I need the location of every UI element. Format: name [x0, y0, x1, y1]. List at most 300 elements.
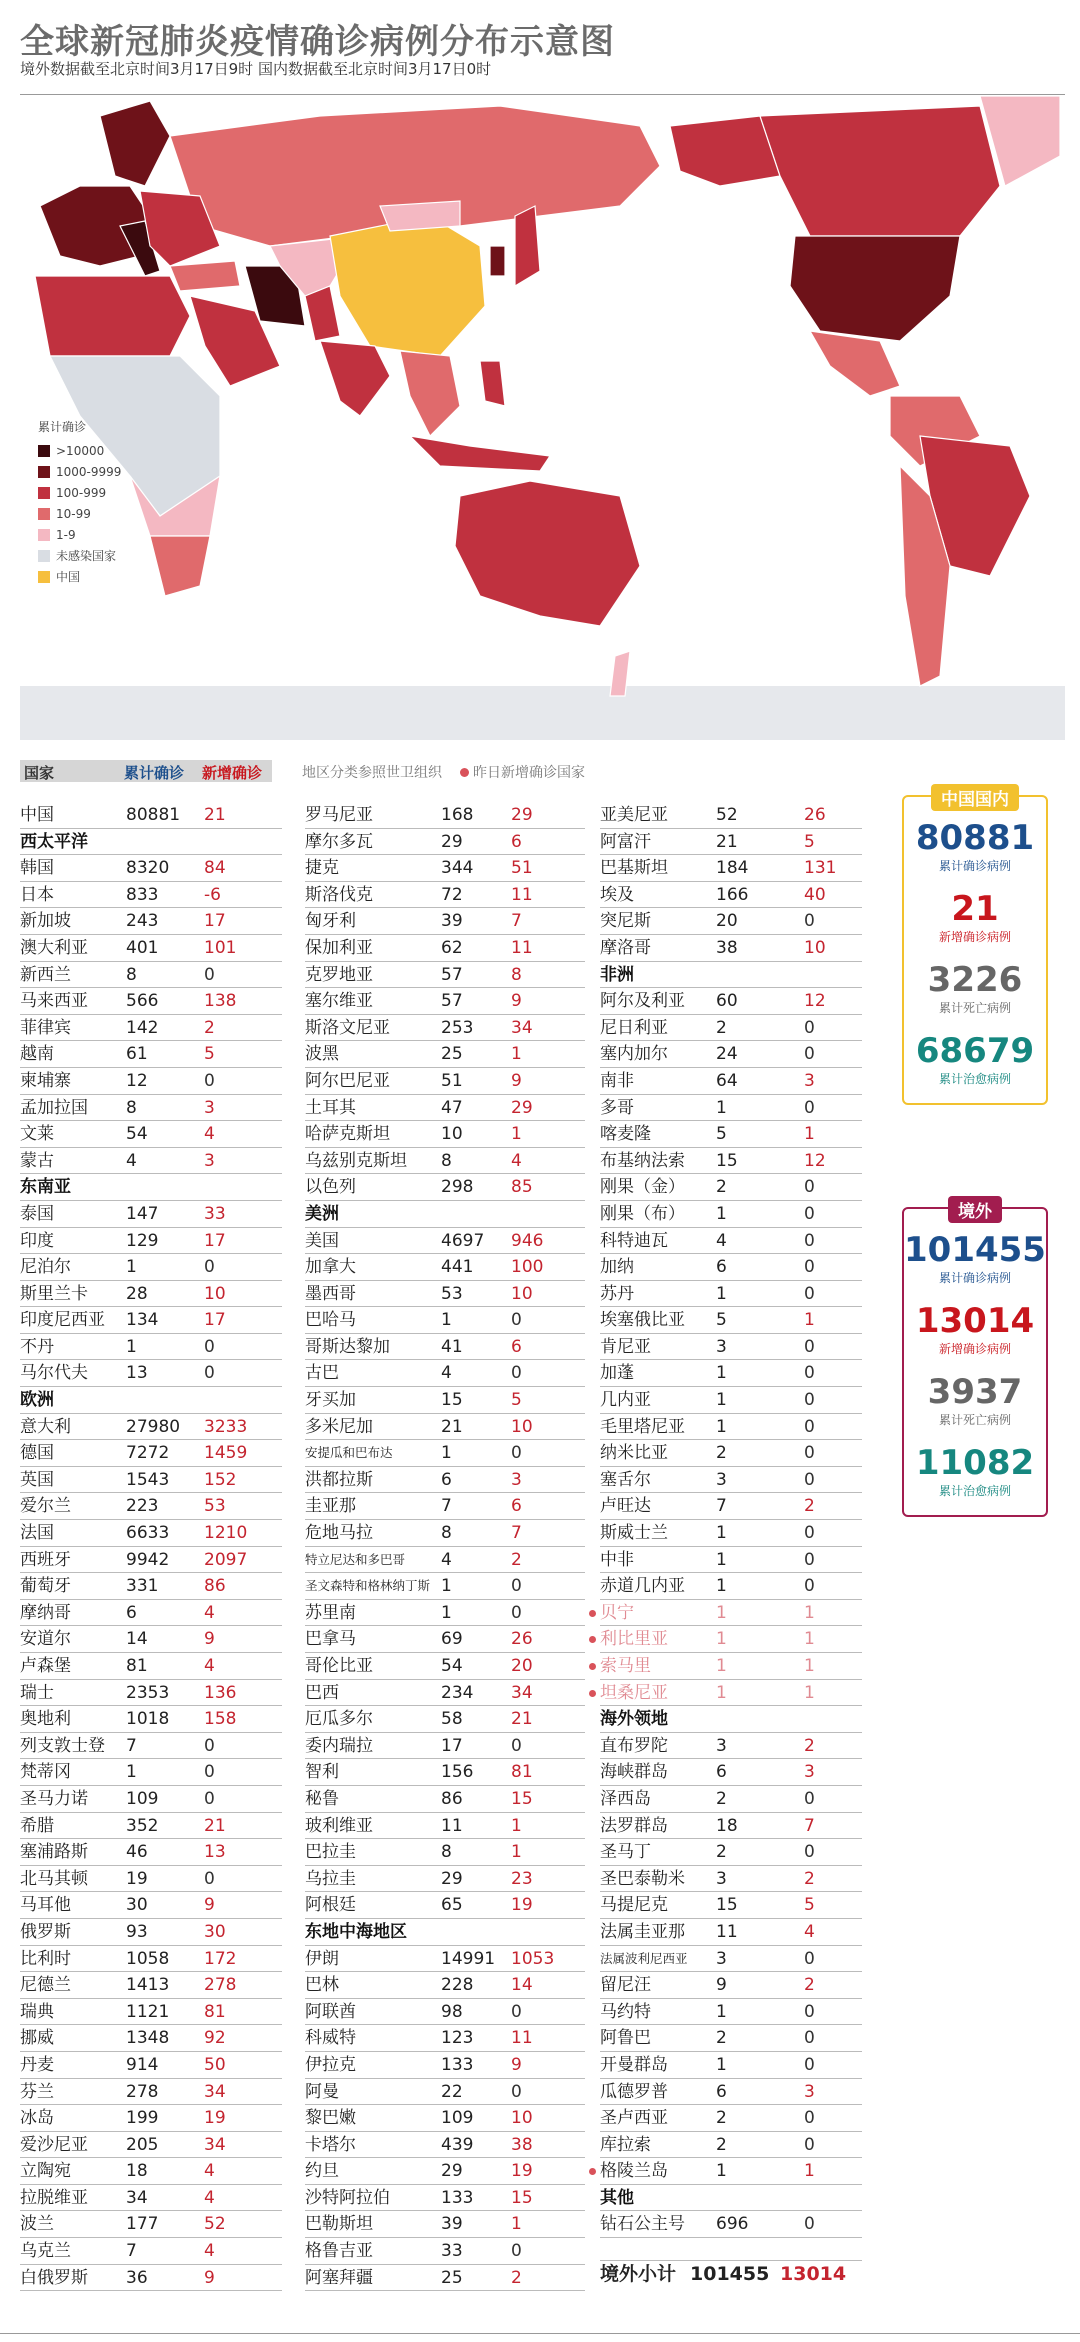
table-row	[20, 935, 282, 962]
cumulative-confirmed: 5	[716, 1124, 727, 1145]
cumulative-confirmed: 62	[441, 937, 463, 958]
cumulative-confirmed: 11	[441, 1815, 463, 1836]
table-row	[600, 1414, 862, 1441]
table-row	[20, 1440, 282, 1467]
new-confirmed: 0	[511, 2001, 522, 2022]
table-row	[305, 1281, 585, 1308]
cumulative-confirmed: 6633	[126, 1523, 170, 1544]
legend-swatch	[38, 445, 50, 457]
table-row	[305, 1467, 585, 1494]
region-heading	[20, 1387, 282, 1414]
country-name: 泰国	[20, 1203, 54, 1224]
country-name: 苏丹	[600, 1283, 634, 1304]
new-confirmed: 0	[511, 1735, 522, 1756]
cumulative-confirmed: 80881	[126, 805, 181, 825]
new-confirmed: 0	[804, 1576, 815, 1597]
new-confirmed: 4	[204, 1124, 215, 1145]
data-cutoff-note: 境外数据截至北京时间3月17日9时 国内数据截至北京时间3月17日0时	[20, 60, 492, 78]
country-name: 白俄罗斯	[20, 2267, 88, 2288]
cumulative-confirmed: 15	[716, 1895, 738, 1916]
cumulative-confirmed: 439	[441, 2134, 474, 2155]
table-column	[600, 802, 862, 2287]
new-confirmed: 136	[204, 1682, 237, 1703]
cumulative-confirmed: 57	[441, 964, 463, 985]
cumulative-confirmed: 52	[716, 805, 738, 825]
cumulative-confirmed: 6	[126, 1602, 137, 1623]
country-name: 哥斯达黎加	[305, 1336, 390, 1357]
cumulative-confirmed: 168	[441, 805, 474, 825]
table-row	[600, 2079, 862, 2106]
new-country-dot-icon	[589, 1610, 596, 1617]
dot-note: 昨日新增确诊国家	[473, 765, 585, 781]
table-column	[305, 802, 585, 2291]
new-confirmed: 0	[804, 1443, 815, 1464]
cumulative-confirmed: 123	[441, 2028, 474, 2049]
stat-value: 101455	[904, 1230, 1046, 1270]
cumulative-confirmed: 38	[716, 937, 738, 958]
table-row	[20, 1733, 282, 1760]
cumulative-confirmed: 8	[441, 1842, 452, 1863]
cumulative-confirmed: 6	[716, 1257, 727, 1278]
cumulative-confirmed: 53	[441, 1283, 463, 1304]
table-row	[20, 2265, 282, 2292]
table-row	[600, 1866, 862, 1893]
table-row	[305, 1041, 585, 1068]
region-note: 地区分类参照世卫组织	[302, 765, 442, 781]
cumulative-confirmed: 2	[716, 1788, 727, 1809]
country-name: 西班牙	[20, 1549, 71, 1570]
new-confirmed: 34	[511, 1682, 533, 1703]
new-confirmed: 17	[204, 1310, 226, 1331]
new-confirmed: 34	[511, 1017, 533, 1038]
stat-label: 累计确诊病例	[938, 1271, 1011, 1285]
cumulative-confirmed: 5	[716, 1310, 727, 1331]
new-confirmed: 158	[204, 1709, 237, 1730]
legend-label: >10000	[56, 443, 105, 458]
cumulative-confirmed: 1	[716, 1390, 727, 1411]
cumulative-confirmed: 98	[441, 2001, 463, 2022]
new-confirmed: 2	[804, 1975, 815, 1996]
new-confirmed: 3	[204, 1150, 215, 1171]
country-name: 中国	[20, 805, 54, 825]
region-heading	[20, 1174, 282, 1201]
country-name: 圣巴泰勒米	[600, 1868, 685, 1889]
table-row	[600, 1600, 862, 1627]
page-title: 全球新冠肺炎疫情确诊病例分布示意图	[20, 22, 615, 62]
table-row	[305, 962, 585, 989]
table-row	[600, 2211, 862, 2238]
cumulative-confirmed: 8	[126, 1097, 137, 1118]
table-row	[305, 988, 585, 1015]
new-confirmed: 3233	[204, 1416, 248, 1437]
table-row	[600, 855, 862, 882]
cumulative-confirmed: 401	[126, 937, 159, 958]
cumulative-confirmed: 34	[126, 2187, 148, 2208]
table-row	[600, 1121, 862, 1148]
new-confirmed: 0	[511, 1576, 522, 1597]
legend-item	[38, 440, 121, 461]
table-row	[600, 1493, 862, 1520]
region-name: 美洲	[305, 1203, 339, 1224]
table-row	[305, 829, 585, 856]
country-name: 尼日利亚	[600, 1017, 668, 1038]
table-row	[600, 1254, 862, 1281]
cumulative-confirmed: 6	[716, 2081, 727, 2102]
legend-swatch	[38, 529, 50, 541]
cumulative-confirmed: 51	[441, 1070, 463, 1091]
new-confirmed: 81	[511, 1762, 533, 1783]
table-row	[600, 935, 862, 962]
country-name: 爱尔兰	[20, 1496, 71, 1517]
country-name: 阿尔巴尼亚	[305, 1070, 390, 1091]
legend-item	[38, 461, 121, 482]
stat-value: 3226	[927, 960, 1023, 1000]
cumulative-confirmed: 833	[126, 884, 159, 905]
new-confirmed: 0	[204, 1363, 215, 1384]
new-confirmed: 0	[804, 1416, 815, 1437]
region-heading	[305, 1919, 585, 1946]
new-confirmed: 152	[204, 1469, 237, 1490]
cumulative-confirmed: 1	[716, 1283, 727, 1304]
table-row	[305, 2238, 585, 2265]
legend-label: 100-999	[56, 485, 107, 500]
cumulative-confirmed: 24	[716, 1044, 738, 1065]
table-row	[305, 2105, 585, 2132]
country-name: 奥地利	[20, 1709, 71, 1730]
country-name: 马尔代夫	[20, 1363, 88, 1384]
table-row	[20, 908, 282, 935]
new-confirmed: 0	[804, 2214, 815, 2235]
new-confirmed: 4	[804, 1921, 815, 1942]
cumulative-confirmed: 7	[716, 1496, 727, 1517]
country-name: 苏里南	[305, 1602, 356, 1623]
table-row	[305, 1015, 585, 1042]
cumulative-confirmed: 93	[126, 1921, 148, 1942]
country-name: 印度	[20, 1230, 54, 1251]
country-name: 圣卢西亚	[600, 2108, 668, 2129]
table-row	[600, 1068, 862, 1095]
new-confirmed: 1	[804, 1602, 815, 1623]
new-confirmed: 0	[804, 1283, 815, 1304]
stat-label: 新增确诊病例	[938, 930, 1011, 944]
country-name: 列支敦士登	[20, 1735, 105, 1756]
new-confirmed: 138	[204, 991, 237, 1012]
table-row	[600, 1653, 862, 1680]
table-row	[305, 1520, 585, 1547]
stat-label: 累计确诊病例	[938, 859, 1011, 873]
country-name: 格鲁吉亚	[305, 2241, 373, 2262]
new-confirmed: 26	[804, 805, 826, 825]
new-confirmed: 2	[511, 2267, 522, 2288]
country-name: 圣马丁	[600, 1842, 651, 1863]
legend-label: 1000-9999	[56, 464, 122, 479]
cumulative-confirmed: 10	[441, 1124, 463, 1145]
country-name: 土耳其	[305, 1097, 356, 1118]
table-row	[305, 1414, 585, 1441]
region-name: 非洲	[600, 964, 634, 985]
region-heading	[305, 1201, 585, 1228]
table-column	[20, 802, 282, 2291]
cumulative-confirmed: 27980	[126, 1416, 181, 1437]
new-confirmed: 10	[511, 2108, 533, 2129]
world-map	[20, 96, 1065, 740]
cumulative-confirmed: 1	[716, 1203, 727, 1224]
table-row	[600, 1095, 862, 1122]
legend-label: 未感染国家	[56, 549, 117, 563]
country-name: 保加利亚	[305, 937, 373, 958]
country-name: 沙特阿拉伯	[305, 2187, 390, 2208]
new-confirmed: 21	[511, 1709, 533, 1730]
country-name: 比利时	[20, 1948, 71, 1969]
table-row	[20, 2185, 282, 2212]
cumulative-confirmed: 1	[716, 1097, 727, 1118]
cumulative-confirmed: 3	[716, 1336, 727, 1357]
map-legend	[38, 418, 121, 587]
table-row	[305, 1547, 585, 1574]
country-name: 海峡群岛	[600, 1762, 668, 1783]
table-row	[600, 1148, 862, 1175]
cumulative-confirmed: 914	[126, 2054, 159, 2075]
new-confirmed: 11	[511, 2028, 533, 2049]
new-confirmed: 29	[511, 1097, 533, 1118]
country-name: 克罗地亚	[305, 964, 373, 985]
table-row	[600, 1307, 862, 1334]
new-confirmed: 4	[204, 2161, 215, 2182]
country-name: 索马里	[600, 1656, 651, 1676]
new-confirmed: 1	[804, 2161, 815, 2182]
table-row	[305, 1786, 585, 1813]
cumulative-confirmed: 3	[716, 1469, 727, 1490]
domestic-summary-panel	[902, 790, 1048, 1105]
region-name: 其他	[600, 2187, 634, 2208]
country-name: 亚美尼亚	[600, 805, 668, 825]
new-confirmed: 5	[804, 831, 815, 852]
table-row	[305, 1759, 585, 1786]
table-row	[20, 1121, 282, 1148]
cumulative-confirmed: 11	[716, 1921, 738, 1942]
cumulative-confirmed: 1	[441, 1576, 452, 1597]
table-row	[305, 1626, 585, 1653]
country-name: 埃及	[600, 884, 634, 905]
cumulative-confirmed: 253	[441, 1017, 474, 1038]
cumulative-confirmed: 15	[441, 1390, 463, 1411]
new-confirmed: 51	[511, 858, 533, 879]
region-name: 东地中海地区	[305, 1921, 407, 1942]
new-confirmed: 1210	[204, 1523, 248, 1544]
country-name: 塞内加尔	[600, 1044, 668, 1065]
table-row	[600, 829, 862, 856]
country-name: 南非	[600, 1070, 634, 1091]
new-country-dot-icon	[589, 1663, 596, 1670]
new-confirmed: -6	[204, 884, 221, 905]
new-confirmed: 4	[204, 2241, 215, 2262]
stat-value: 21	[951, 889, 999, 929]
cumulative-confirmed: 2	[716, 1443, 727, 1464]
new-confirmed: 38	[511, 2134, 533, 2155]
cumulative-confirmed: 1	[441, 1602, 452, 1623]
table-row	[20, 1041, 282, 1068]
new-confirmed: 40	[804, 884, 826, 905]
table-row	[20, 1334, 282, 1361]
country-name: 美国	[305, 1230, 339, 1251]
cumulative-confirmed: 1	[716, 1682, 727, 1703]
country-name: 圣马力诺	[20, 1788, 88, 1809]
cumulative-confirmed: 4697	[441, 1230, 485, 1251]
region-name: 西太平洋	[20, 831, 88, 852]
table-row	[305, 1360, 585, 1387]
header-total: 累计确诊	[124, 764, 185, 782]
new-confirmed: 4	[204, 1602, 215, 1623]
subtotal-new: 13014	[780, 2263, 847, 2286]
country-name: 委内瑞拉	[305, 1735, 373, 1756]
new-confirmed: 0	[804, 911, 815, 932]
cumulative-confirmed: 21	[716, 831, 738, 852]
region-name: 海外领地	[600, 1709, 668, 1730]
cumulative-confirmed: 147	[126, 1203, 159, 1224]
cumulative-confirmed: 1	[716, 1363, 727, 1384]
country-name: 捷克	[305, 858, 339, 879]
cumulative-confirmed: 18	[126, 2161, 148, 2182]
cumulative-confirmed: 21	[441, 1416, 463, 1437]
cumulative-confirmed: 18	[716, 1815, 738, 1836]
cumulative-confirmed: 8	[126, 964, 137, 985]
country-name: 尼泊尔	[20, 1257, 71, 1278]
table-row	[305, 1892, 585, 1919]
new-confirmed: 2	[804, 1496, 815, 1517]
country-name: 新加坡	[20, 911, 71, 932]
cumulative-confirmed: 1543	[126, 1469, 170, 1490]
country-name: 乌拉圭	[305, 1868, 356, 1889]
stat-label: 累计治愈病例	[938, 1072, 1011, 1086]
country-name: 格陵兰岛	[600, 2161, 668, 2182]
table-row	[600, 1839, 862, 1866]
new-confirmed: 0	[511, 1602, 522, 1623]
new-confirmed: 1	[804, 1310, 815, 1331]
new-confirmed: 6	[511, 1336, 522, 1357]
table-row	[20, 1626, 282, 1653]
new-confirmed: 0	[511, 1363, 522, 1384]
table-row	[600, 1520, 862, 1547]
table-row	[600, 1281, 862, 1308]
region-heading	[600, 1706, 862, 1733]
new-confirmed: 2	[204, 1017, 215, 1038]
cumulative-confirmed: 1	[716, 1576, 727, 1597]
cumulative-confirmed: 1348	[126, 2028, 170, 2049]
cumulative-confirmed: 109	[126, 1788, 159, 1809]
new-confirmed: 9	[204, 2267, 215, 2288]
table-row	[600, 1334, 862, 1361]
cumulative-confirmed: 3	[716, 1735, 727, 1756]
new-confirmed: 0	[804, 1549, 815, 1570]
new-confirmed: 1459	[204, 1443, 248, 1464]
country-name: 特立尼达和多巴哥	[305, 1551, 406, 1567]
table-row	[305, 855, 585, 882]
country-name: 巴林	[305, 1975, 339, 1996]
cumulative-confirmed: 30	[126, 1895, 148, 1916]
cumulative-confirmed: 22	[441, 2081, 463, 2102]
table-row	[20, 855, 282, 882]
table-row	[20, 1520, 282, 1547]
country-name: 尼德兰	[20, 1975, 71, 1996]
cumulative-confirmed: 3	[716, 1948, 727, 1969]
new-confirmed: 1	[804, 1629, 815, 1650]
country-name: 梵蒂冈	[20, 1762, 71, 1783]
table-row	[600, 1547, 862, 1574]
table-row	[305, 1680, 585, 1707]
country-name: 黎巴嫩	[305, 2108, 356, 2129]
new-confirmed: 0	[511, 2081, 522, 2102]
table-row	[305, 802, 585, 829]
table-row	[600, 1440, 862, 1467]
cumulative-confirmed: 46	[126, 1842, 148, 1863]
table-row	[20, 1600, 282, 1627]
table-row	[20, 882, 282, 909]
new-confirmed: 9	[204, 1629, 215, 1650]
cumulative-confirmed: 61	[126, 1044, 148, 1065]
cumulative-confirmed: 1	[126, 1336, 137, 1357]
cumulative-confirmed: 57	[441, 991, 463, 1012]
cumulative-confirmed: 7	[441, 1496, 452, 1517]
table-row	[600, 1201, 862, 1228]
stat-value: 13014	[915, 1301, 1035, 1341]
country-name: 韩国	[20, 858, 54, 879]
legend-item	[38, 566, 121, 587]
cumulative-confirmed: 17	[441, 1735, 463, 1756]
country-name: 科威特	[305, 2028, 356, 2049]
new-country-dot-icon	[589, 1636, 596, 1643]
cumulative-confirmed: 8	[441, 1150, 452, 1171]
legend-item	[38, 482, 121, 503]
country-name: 斯洛文尼亚	[305, 1017, 390, 1038]
table-row	[305, 1095, 585, 1122]
cumulative-confirmed: 1058	[126, 1948, 170, 1969]
country-name: 匈牙利	[305, 911, 356, 932]
cumulative-confirmed: 72	[441, 884, 463, 905]
new-confirmed: 21	[204, 805, 226, 825]
table-row	[600, 1573, 862, 1600]
cumulative-confirmed: 4	[441, 1363, 452, 1384]
table-header	[20, 760, 272, 782]
cumulative-confirmed: 228	[441, 1975, 474, 1996]
legend-label: 10-99	[56, 506, 91, 521]
country-name: 巴基斯坦	[600, 858, 668, 879]
new-confirmed: 278	[204, 1975, 237, 1996]
new-confirmed: 0	[804, 1097, 815, 1118]
table-row	[305, 1573, 585, 1600]
table-row	[600, 1759, 862, 1786]
country-name: 阿联酋	[305, 2001, 356, 2022]
table-row	[305, 1440, 585, 1467]
table-row	[20, 2238, 282, 2265]
new-confirmed: 0	[804, 1044, 815, 1065]
map-antarctica	[20, 686, 1065, 740]
new-confirmed: 10	[511, 1416, 533, 1437]
country-name: 卢森堡	[20, 1656, 71, 1676]
country-name: 喀麦隆	[600, 1124, 651, 1145]
country-name: 爱沙尼亚	[20, 2134, 88, 2155]
new-confirmed: 0	[804, 1017, 815, 1038]
table-row	[600, 2105, 862, 2132]
new-confirmed: 0	[204, 1336, 215, 1357]
cumulative-confirmed: 223	[126, 1496, 159, 1517]
table-row	[305, 1307, 585, 1334]
new-confirmed: 101	[204, 937, 237, 958]
table-row	[600, 1015, 862, 1042]
new-confirmed: 0	[804, 1948, 815, 1969]
cumulative-confirmed: 234	[441, 1682, 474, 1703]
country-name: 瑞典	[20, 2001, 54, 2022]
new-confirmed: 0	[511, 1310, 522, 1331]
